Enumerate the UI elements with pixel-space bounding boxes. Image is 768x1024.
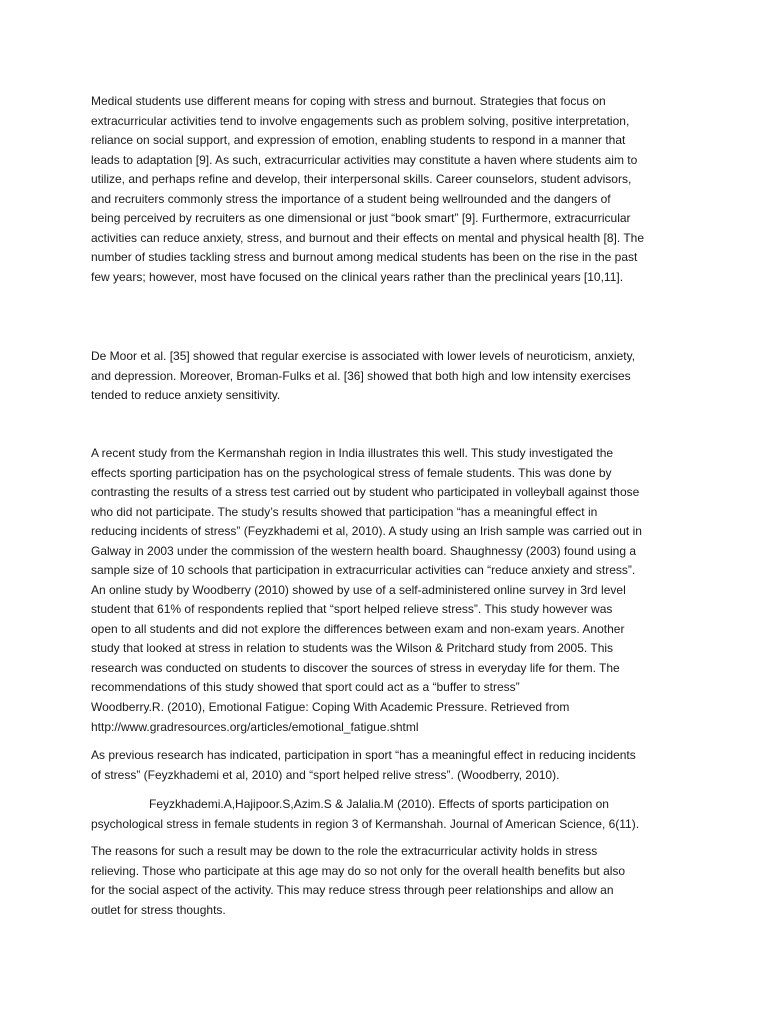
text-line: student that 61% of respondents replied that “sport helped relieve stress”. This study however was [91,602,613,616]
text-line: outlet for stress thoughts. [91,902,226,917]
text-line: activities can reduce anxiety, stress, and burnout and their effects on mental and physical health [8]. The [91,230,644,245]
paragraph-coping-strategies [91,92,686,287]
text-line: leads to adaptation [9]. As such, extracurricular activities may constitute a haven where students aim to [91,152,638,167]
paragraph-exercise-studies [91,347,686,406]
text-line: Feyzkhademi.A,Hajipoor.S,Azim.S & Jalalia.M (2010). Effects of sports participation on [149,797,609,811]
text-line: effects sporting participation has on the psychological stress of female students. This was done by [91,465,612,480]
text-line: An online study by Woodberry (2010) showed by use of a self-administered online survey in 3rd level [91,582,626,597]
text-line: reducing incidents of stress” (Feyzkhademi et al, 2010). A study using an Irish sample was carried out in [91,524,642,538]
reference-woodberry [91,698,686,737]
text-line: psychological stress in female students in region 3 of Kermanshah. Journal of American Science, 6(11). [91,816,640,831]
text-line: recommendations of this study showed that sport could act as a “buffer to stress” [91,680,520,694]
text-line: sample size of 10 schools that participation in extracurricular activities can “reduce anxiety and stress”. [91,563,636,577]
paragraph-previous-research [91,746,686,785]
text-line: number of studies tackling stress and burnout among medical students has been on the rise in the past [91,250,638,264]
text-line: relieving. Those who participate at this age may do so not only for the overall health benefits but also [91,863,626,878]
text-line: being perceived by recruiters as one dimensional or just “book smart” [9]. Furthermore, extracurricular [91,211,631,225]
text-line: The reasons for such a result may be down to the role the extracurricular activity holds in stress [91,844,598,858]
text-line: tended to reduce anxiety sensitivity. [91,388,281,402]
paragraph-kermanshah-study [91,444,686,698]
text-line: for the social aspect of the activity. This may reduce stress through peer relationships and allow an [91,883,614,897]
text-line: reliance on social support, and expression of emotion, enabling students to respond in a manner that [91,133,626,147]
text-line: extracurricular activities tend to involve engagements such as problem solving, positive interpretation, [91,113,630,128]
text-line: and recruiters commonly stress the importance of a student being wellrounded and the dangers of [91,191,611,206]
text-line: As previous research has indicated, participation in sport “has a meaningful effect in reducing incidents [91,748,636,762]
reference-feyzkhademi [91,795,686,834]
reference-url: http://www.gradresources.org/articles/emotional_fatigue.shtml [91,719,419,734]
text-line: utilize, and perhaps refine and develop, their interpersonal skills. Career counselors, student advisors, [91,172,632,186]
text-line: of stress” (Feyzkhademi et al, 2010) and “sport helped relive stress”. (Woodberry, 2010). [91,767,560,782]
text-line: few years; however, most have focused on the clinical years rather than the preclinical years [10,11]. [91,269,624,284]
text-line: Medical students use different means for coping with stress and burnout. Strategies that focus on [91,94,606,108]
text-line: De Moor et al. [35] showed that regular exercise is associated with lower levels of neuroticism, anxiety, [91,349,636,363]
text-line: Woodberry.R. (2010), Emotional Fatigue: Coping With Academic Pressure. Retrieved from [91,700,570,714]
text-line: who did not participate. The study’s results showed that participation “has a meaningful effect in [91,504,598,519]
text-line: Galway in 2003 under the commission of the western health board. Shaughnessy (2003) found using a [91,543,637,558]
paragraph-reasons [91,842,686,920]
text-line: contrasting the results of a stress test carried out by student who participated in volleyball against those [91,485,640,499]
text-line: study that looked at stress in relation to students was the Wilson & Pritchard study from 2005. This [91,641,614,655]
text-line: A recent study from the Kermanshah region in India illustrates this well. This study investigated the [91,446,614,460]
text-line: and depression. Moreover, Broman-Fulks et al. [36] showed that both high and low intensity exercises [91,368,631,383]
text-line: research was conducted on students to discover the sources of stress in everyday life for them. The [91,660,620,675]
text-line: open to all students and did not explore the differences between exam and non-exam years. Another [91,621,625,636]
